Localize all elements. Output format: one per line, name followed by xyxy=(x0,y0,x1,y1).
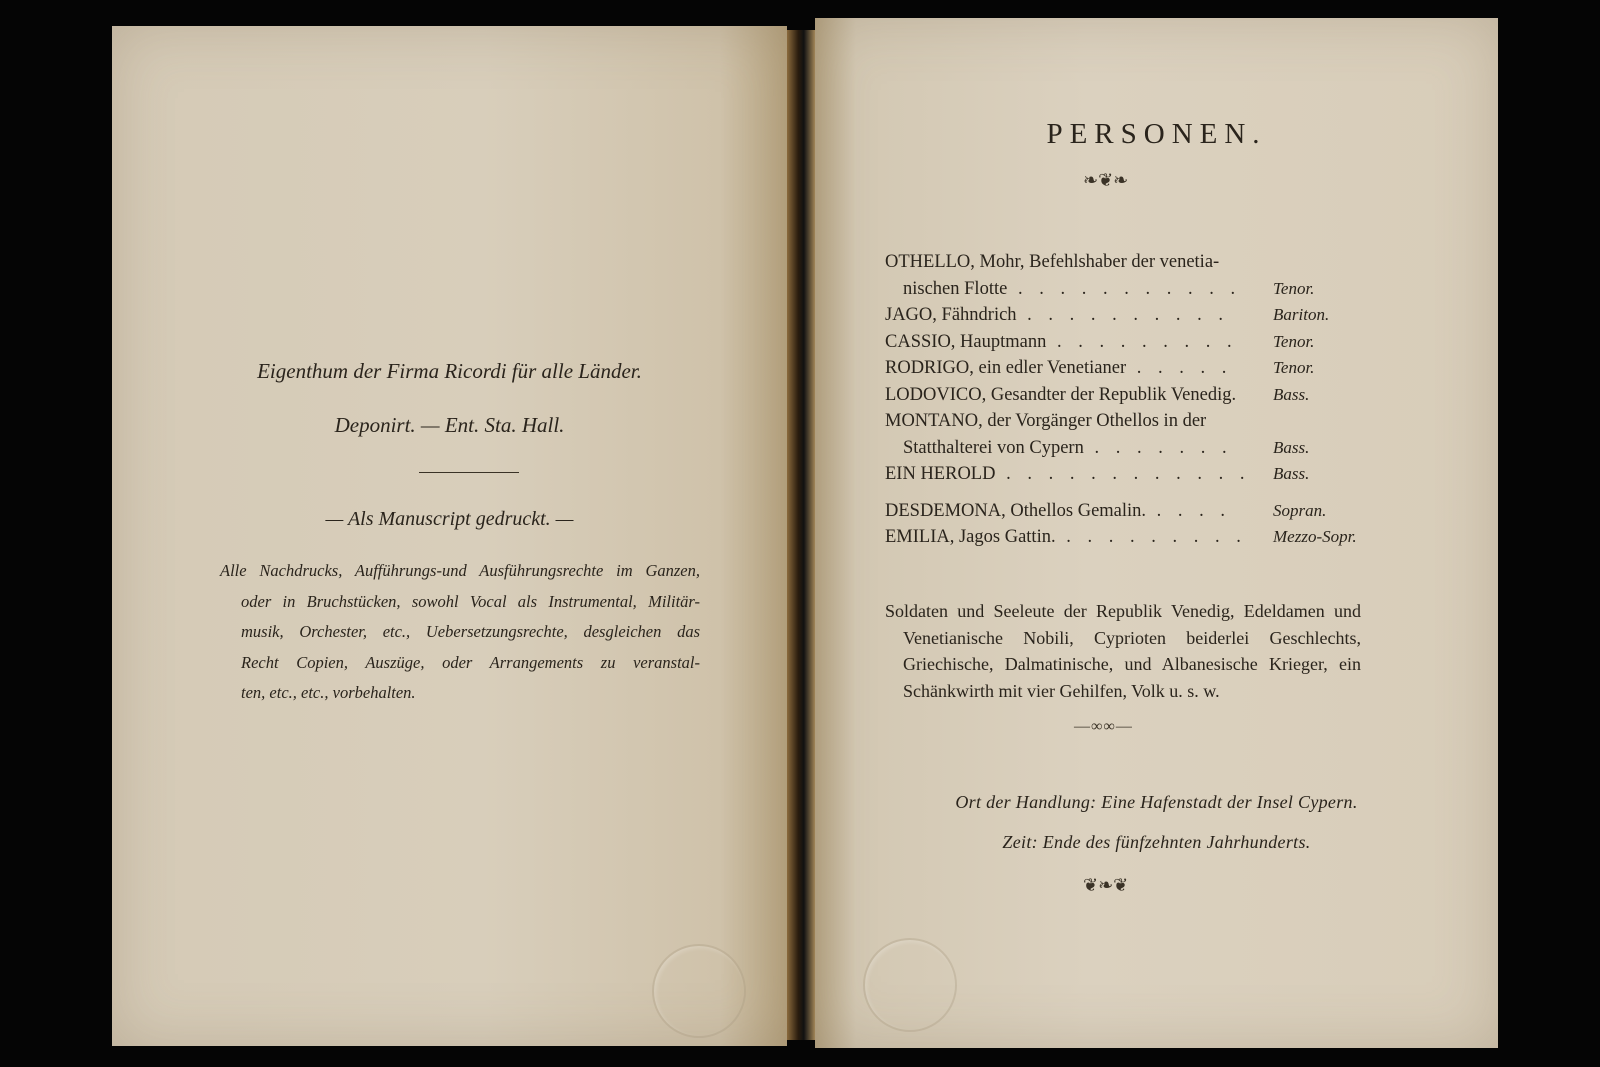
leader-dots: . . . . . xyxy=(1126,358,1233,378)
cast-role: EMILIA, Jagos Gattin. xyxy=(885,527,1056,547)
cast-role: OTHELLO, Mohr, Befehlshaber der venetia- xyxy=(885,252,1220,272)
deposit-notice: Deponirt. — Ent. Sta. Hall. xyxy=(334,413,565,437)
left-page xyxy=(112,26,787,1046)
rights-line: Alle Nachdrucks, Aufführungs-und Ausführungsrechte im Ganzen, xyxy=(220,561,700,580)
embossed-stamp xyxy=(652,944,746,1038)
cast-row xyxy=(885,498,1375,525)
cast-role: Statthalterei von Cypern xyxy=(903,437,1084,458)
leader-dots: . . . . . . . . . xyxy=(1046,331,1238,352)
ownership-notice: Eigenthum der Firma Ricordi für alle Länder. xyxy=(257,359,642,383)
leader-dots: . . . . . . . . . . . xyxy=(1007,278,1242,299)
cast-row xyxy=(885,461,1375,488)
leader-dots: . . . . xyxy=(1146,500,1232,521)
setting-time: Zeit: Ende des fünfzehnten Jahrhunderts. xyxy=(1002,832,1311,852)
leader-dots: . . . . . . . . . . xyxy=(1016,305,1230,325)
chorus-paragraph xyxy=(885,598,1361,704)
cast-row xyxy=(885,355,1375,382)
voice-type: Bass. xyxy=(1273,384,1310,404)
page-title: PERSONEN. xyxy=(1046,118,1267,150)
cast-row xyxy=(885,435,1375,462)
cast-list xyxy=(885,249,1375,551)
chorus-line: Venetianische Nobili, Cyprioten beiderlei Geschlechts, xyxy=(903,627,1361,648)
chorus-line: Soldaten und Seeleute der Republik Venedig, Edeldamen und xyxy=(885,601,1361,621)
cast-role: nischen Flotte xyxy=(903,278,1008,299)
voice-type: Tenor. xyxy=(1273,358,1315,377)
leader-dots: . . . . . . . . . . . . xyxy=(995,464,1251,484)
voice-type: Tenor. xyxy=(1273,278,1315,298)
manuscript-notice: — Als Manuscript gedruckt. — xyxy=(325,508,574,530)
rights-line: Recht Copien, Auszüge, oder Arrangements zu veranstal- xyxy=(241,652,700,672)
book-gutter xyxy=(787,30,815,1040)
ornament-icon: —∞∞— xyxy=(1074,718,1133,735)
rights-line: oder in Bruchstücken, sowohl Vocal als Instrumental, Militär- xyxy=(241,591,700,611)
voice-type: Mezzo-Sopr. xyxy=(1273,527,1357,546)
embossed-stamp xyxy=(863,938,957,1032)
leader-dots: . . . . . . . xyxy=(1083,437,1233,458)
cast-row xyxy=(885,249,1375,276)
voice-type: Tenor. xyxy=(1273,331,1315,351)
voice-type: Bariton. xyxy=(1273,305,1330,324)
cast-row xyxy=(885,408,1375,435)
rights-line: musik, Orchester, etc., Uebersetzungsrechte, desgleichen das xyxy=(241,622,700,641)
cast-row xyxy=(885,276,1375,303)
voice-type: Bass. xyxy=(1273,464,1310,483)
cast-role: EIN HEROLD xyxy=(885,464,996,484)
leader-dots: . . . . . . . . . xyxy=(1055,527,1247,547)
rights-reserved-paragraph xyxy=(220,556,700,709)
rights-line: ten, etc., etc., vorbehalten. xyxy=(241,683,416,702)
right-page xyxy=(815,18,1498,1048)
cast-role: JAGO, Fähndrich xyxy=(885,305,1017,325)
chorus-line: Griechische, Dalmatinische, und Albanesische Krieger, ein xyxy=(903,654,1361,674)
voice-type: Sopran. xyxy=(1273,500,1327,520)
ornament-icon: ❦❧❦ xyxy=(1083,875,1129,895)
divider-rule xyxy=(419,472,519,473)
cast-role: CASSIO, Hauptmann xyxy=(885,331,1047,352)
chorus-line: Schänkwirth mit vier Gehilfen, Volk u. s. w. xyxy=(903,680,1220,701)
cast-row xyxy=(885,302,1375,329)
cast-role: DESDEMONA, Othellos Gemalin. xyxy=(885,500,1147,521)
ornament-icon: ❧❦❧ xyxy=(1083,170,1129,190)
cast-row xyxy=(885,524,1375,551)
cast-row xyxy=(885,329,1375,356)
cast-role: LODOVICO, Gesandter der Republik Venedig. xyxy=(885,384,1237,405)
cast-role: MONTANO, der Vorgänger Othellos in der xyxy=(885,411,1207,431)
cast-row xyxy=(885,382,1375,409)
setting-place: Ort der Handlung: Eine Hafenstadt der Insel Cypern. xyxy=(955,792,1358,812)
cast-role: RODRIGO, ein edler Venetianer xyxy=(885,358,1127,378)
voice-type: Bass. xyxy=(1273,437,1310,457)
